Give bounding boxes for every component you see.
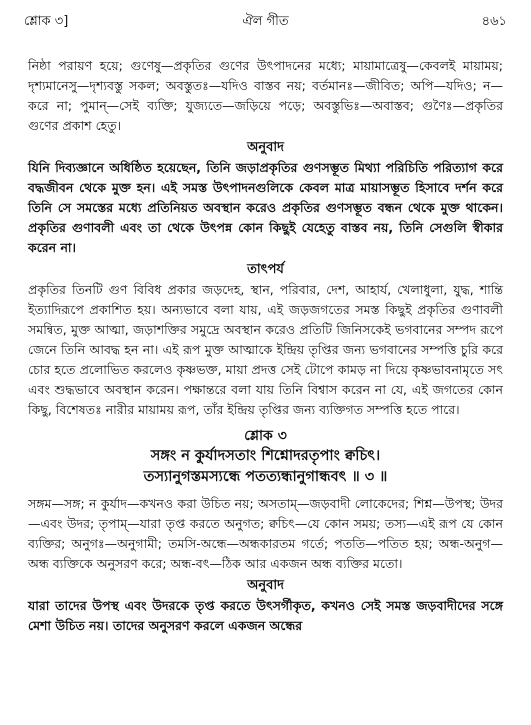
translation-text-2: যারা তাদের উপস্থ এবং উদরকে তৃপ্ত করতে উৎসর্গীকৃত, কখনও সেই সমস্ত জড়বাদীদের সঙ্গে মেশা উচিত নয়। তাদের অনুসরণ করলে একজন অন্ধের <box>28 598 503 633</box>
page-number: ৪৬১ <box>481 13 507 29</box>
page-content <box>28 56 503 636</box>
purport-heading: তাৎপর্য <box>247 262 284 277</box>
translation-heading: অনুবাদ <box>247 140 284 155</box>
header-chapter-title: ঐল গীত <box>242 13 289 29</box>
purport-text: প্রকৃতির তিনটি গুণ বিবিধ প্রকার জড়দেহ, স্থান, পরিবার, দেশ, আহার্য, খেলাধুলা, যুদ্ধ, শান্তি ইত্যাদিরূপে প্রকাশিত হয়। অন্যভাবে বলা যায়, এই জড়জগতের সমস্ত কিছুই প্রকৃতির গুণাবলী সমন্বিত, মুক্ত আত্মা, জড়াশক্তির সমুদ্রে অবস্থান করেও প্রতিটি জিনিসকেই ভগবানের সম্পদ রূপে জেনে তিনি আবদ্ধ হন না। এই রূপ মুক্ত আত্মাকে ইন্দ্রিয় তৃপ্তির জন্য ভগবানের সম্পত্তি চুরি করে চোর হতে প্রলোভিত করলেও কৃষ্ণভক্ত, মায়া প্রদত্ত সেই টোপে কামড় না দিয়ে কৃষ্ণভাবনামৃতে সৎ এবং শুদ্ধভাবে অবস্থান করেন। পক্ষান্তরে বলা যায় তিনি বিশ্বাস করেন না যে, এই জগতের কোন কিছু, বিশেষতঃ নারীর মায়াময় রূপ, তাঁর ইন্দ্রিয় তৃপ্তির জন্য ব্যক্তিগত সম্পত্তি হতে পারে। <box>28 282 503 417</box>
verse-heading: শ্লোক ৩ <box>244 428 287 444</box>
header-verse-ref: শ্লোক ৩] <box>24 13 69 29</box>
page-header <box>24 12 507 32</box>
translation-text: যিনি দিব্যজ্ঞানে অধিষ্ঠিত হয়েছেন, তিনি জড়াপ্রকৃতির গুণসম্ভূত মিথ্যা পরিচিতি পরিত্যাগ করে বদ্ধজীবন থেকে মুক্ত হন। এই সমস্ত উৎপাদনগুলিকে কেবল মাত্র মায়াসম্ভূত হিসাবে দর্শন করে তিনি সে সমস্তের মধ্যে প্রতিনিয়ত অবস্থান করেও প্রকৃতির গুণসম্ভূত বন্ধন থেকে মুক্ত থাকেন। প্রকৃতির গুণাবলী এবং তা থেকে উৎপন্ন কোন কিছুই যেহেতু বাস্তব নয়, তিনি সেগুলি স্বীকার করেন না। <box>28 160 503 255</box>
verse-line-2: তস্যানুগস্তমস্যন্ধে পতত্যন্ধানুগান্ধবৎ ॥ ৩ ॥ <box>143 469 388 485</box>
synonyms-text: সঙ্গম—সঙ্গ; ন কুর্যাদ—কখনও করা উচিত নয়; অসতাম্—জড়বাদী লোকেদের; শিশ্ন—উপস্থ; উদর—এবং উদর; তৃপাম্—যারা তৃপ্ত করতে অনুগত; ক্বচিৎ—যে কোন সময়; তস্য—এই রূপ যে কোন ব্যক্তির; অনুগঃ—অনুগামী; তমসি-অন্ধে—অন্ধকারতম গর্তে; পততি—পতিত হয়; অন্ধ-অনুগ—অন্ধ ব্যক্তিকে অনুসরণ করে; অন্ধ-বৎ—ঠিক আর একজন অন্ধ ব্যক্তির মতো। <box>28 496 503 571</box>
synonyms-continued: নিষ্ঠা পরায়ণ হয়ে; গুণেষু—প্রকৃতির গুণের উৎপাদনের মধ্যে; মায়ামাত্রেষু—কেবলই মায়াময়; দৃশ্যমানেসু—দৃশ্যবস্তু সকল; অবস্তুতঃ—যদিও বাস্তব নয়; বর্তমানঃ—জীবিত; অপি—যদিও; ন—করে না; পুমান্—সেই ব্যক্তি; যুজ্যতে—জড়িয়ে পড়ে; অবস্তুভিঃ—অবাস্তব; গুণৈঃ—প্রকৃতির গুণের প্রকাশ হেতু। <box>28 58 503 133</box>
verse-line-1: সঙ্গং ন কুর্যাদসতাং শিশ্নোদরতৃপাং ক্বচিৎ। <box>150 448 381 464</box>
translation-heading-2: অনুবাদ <box>247 578 284 593</box>
